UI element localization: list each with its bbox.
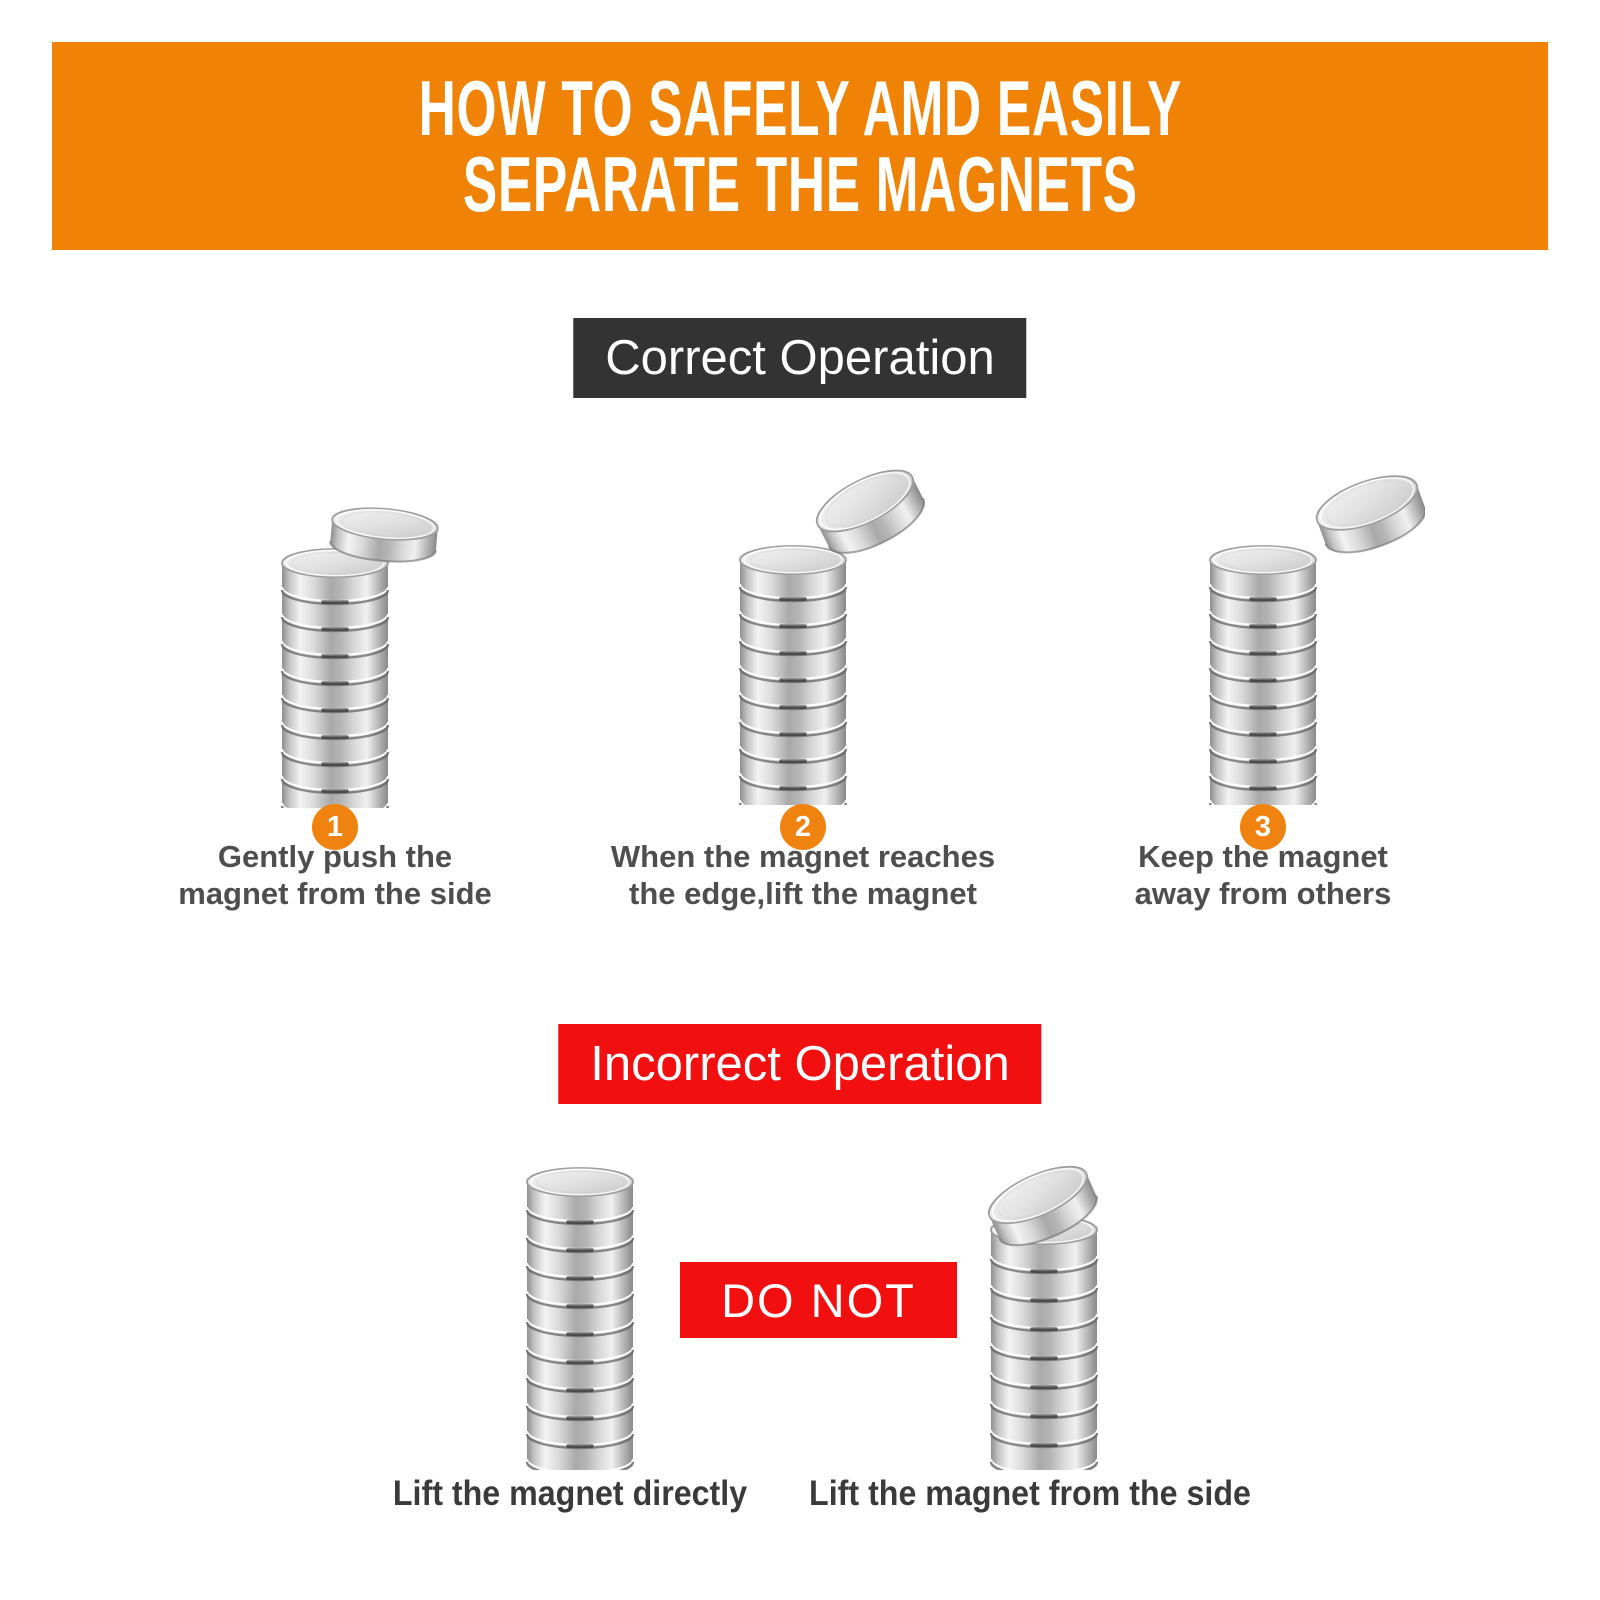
header-banner bbox=[52, 42, 1548, 250]
step-1-caption bbox=[75, 838, 595, 912]
header-title-line1: HOW TO SAFELY AMD EASILY bbox=[418, 64, 1182, 152]
step-3-caption-line2: away from others bbox=[1134, 876, 1392, 911]
step-2-caption-line1: When the magnet reaches bbox=[610, 839, 996, 874]
step-3-badge: 3 bbox=[1240, 804, 1286, 850]
incorrect-operation-label: Incorrect Operation bbox=[558, 1024, 1041, 1104]
step-3-caption-line1: Keep the magnet bbox=[1138, 839, 1388, 874]
incorrect-left-caption: Lift the magnet directly bbox=[392, 1474, 748, 1513]
do-not-label: DO NOT bbox=[680, 1262, 957, 1338]
step-1-caption-line2: magnet from the side bbox=[178, 876, 492, 911]
step-2-badge: 2 bbox=[780, 804, 826, 850]
magnet-stack-step1-illustration bbox=[185, 438, 485, 808]
step-3-caption bbox=[1003, 838, 1523, 912]
step-2-caption bbox=[543, 838, 1063, 912]
header-title-line2: SEPARATE THE MAGNETS bbox=[462, 140, 1138, 228]
magnet-stack-step2-illustration bbox=[653, 435, 953, 805]
step-1-caption-line1: Gently push the bbox=[217, 839, 453, 874]
step-2-caption-line2: the edge,lift the magnet bbox=[629, 876, 977, 911]
correct-operation-label: Correct Operation bbox=[573, 318, 1026, 398]
step-1-badge: 1 bbox=[312, 804, 358, 850]
incorrect-right-caption: Lift the magnet from the side bbox=[809, 1474, 1251, 1513]
magnet-stack-step3-illustration bbox=[1105, 435, 1425, 805]
